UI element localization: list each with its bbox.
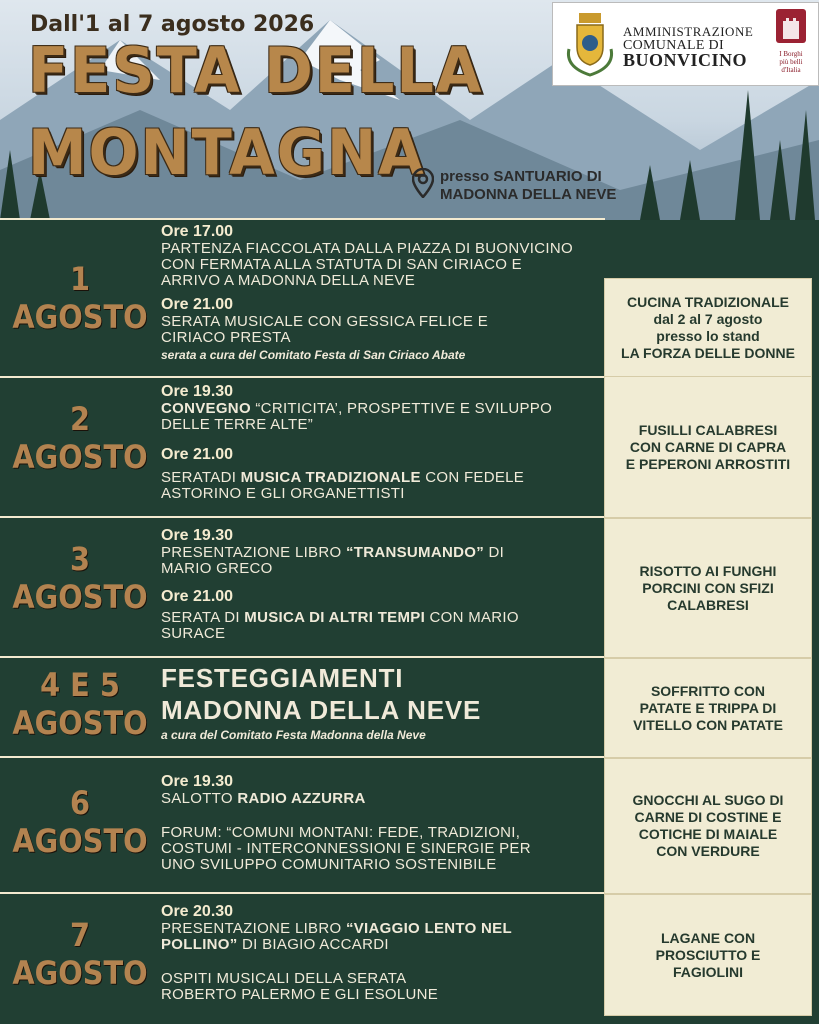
event-title-line2: MONTAGNA — [28, 116, 426, 189]
day-month: AGOSTO — [12, 298, 148, 336]
day-label — [8, 260, 152, 336]
event-title-line1: FESTA DELLA — [28, 34, 484, 107]
event-desc-line — [161, 937, 601, 953]
event-desc-text: CON FEDELE — [420, 469, 525, 486]
event-desc-line — [161, 470, 601, 486]
event-desc-line: SERATA MUSICALE CON GESSICA FELICE E — [161, 313, 488, 330]
event-desc-line: ROBERTO PALERMO E GLI ESOLUNE — [161, 986, 439, 1003]
day-number: 7 — [69, 916, 91, 954]
borghi-line1: I Borghi — [779, 50, 803, 58]
admin-line1: AMMINISTRAZIONE — [623, 24, 754, 39]
menu-card-5 — [604, 758, 812, 894]
event-desc-line: UNO SVILUPPO COMUNITARIO SOSTENIBILE — [161, 856, 497, 873]
menu-line: LA FORZA DELLE DONNE — [621, 345, 795, 361]
day-number: 4 E 5 — [40, 666, 120, 704]
borghi-logo — [773, 9, 809, 79]
day-month: AGOSTO — [12, 578, 148, 616]
menu-line: CON VERDURE — [656, 843, 760, 859]
event-time: Ore 20.30 — [161, 903, 234, 920]
day-label — [8, 916, 152, 992]
day-number: 1 — [69, 260, 91, 298]
menu-line: E PEPERONI ARROSTITI — [625, 455, 791, 472]
menu-line: PROSCIUTTO E — [655, 946, 761, 963]
menu-line: GNOCCHI AL SUGO DI — [632, 792, 784, 808]
day-row-1 — [0, 218, 605, 378]
municipality-logo — [552, 2, 819, 86]
menu-line: CALABRESI — [667, 596, 749, 613]
day-month: AGOSTO — [12, 704, 148, 742]
event-desc-text: PRESENTAZIONE LIBRO — [161, 920, 346, 937]
day-number: 3 — [69, 540, 91, 578]
day-row-2 — [0, 376, 605, 518]
day-events — [161, 902, 601, 1003]
event-desc-text: “CRITICITA’, PROSPETTIVE E SVILUPPO — [250, 400, 553, 417]
menu-line: COTICHE DI MAIALE — [638, 826, 778, 842]
event-desc-line: FORUM: “COMUNI MONTANI: FEDE, TRADIZIONI, — [161, 824, 521, 841]
menu-line: FAGIOLINI — [673, 963, 743, 980]
event-desc-line: PARTENZA FIACCOLATA DALLA PIAZZA DI BUONVICINO — [161, 240, 573, 257]
menu-line: VITELLO CON PATATE — [633, 716, 783, 733]
day-row-7 — [0, 892, 605, 1024]
event-desc-line: COSTUMI - INTERCONNESSIONI E SINERGIE PER — [161, 840, 531, 857]
coat-of-arms-icon — [561, 9, 619, 79]
event-time: Ore 17.00 — [161, 223, 234, 240]
menu-line: PATATE E TRIPPA DI — [639, 699, 777, 716]
event-highlight: POLLINO” — [161, 936, 238, 953]
day-label — [8, 784, 152, 860]
event-time: Ore 19.30 — [161, 527, 234, 544]
menu-line: CUCINA TRADIZIONALE — [626, 294, 790, 310]
event-time: Ore 19.30 — [161, 773, 234, 790]
menu-line: SOFFRITTO CON — [650, 682, 766, 699]
event-highlight: CONVEGNO — [161, 400, 251, 417]
day-month: AGOSTO — [12, 954, 148, 992]
menu-card-3 — [604, 518, 812, 658]
event-desc-line: CON FERMATA ALLA STATUTA DI SAN CIRIACO E — [161, 256, 522, 273]
day-events — [161, 526, 601, 642]
day-label — [8, 540, 152, 616]
day-row-3 — [0, 516, 605, 658]
event-desc-text: SERATA DI — [161, 609, 245, 626]
event-headline: FESTEGGIAMENTI — [161, 663, 404, 693]
event-desc-text: CON MARIO — [425, 609, 519, 626]
event-highlight: MUSICA DI ALTRI TEMPI — [244, 609, 426, 626]
day-events — [161, 382, 601, 502]
admin-line3: BUONVICINO — [623, 50, 748, 70]
event-highlight: “VIAGGIO LENTO NEL — [345, 920, 512, 937]
borghi-line3: d'Italia — [781, 66, 801, 74]
event-desc-line: SURACE — [161, 625, 226, 642]
menu-line: presso lo stand — [656, 328, 760, 344]
day-events — [161, 662, 601, 742]
menu-line: CARNE DI COSTINE E — [634, 809, 782, 825]
event-highlight: MUSICA TRADIZIONALE — [240, 469, 421, 486]
event-desc-line: DELLE TERRE ALTE” — [161, 416, 314, 433]
day-row-6 — [0, 756, 605, 894]
menu-card-2 — [604, 376, 812, 518]
event-desc-line — [161, 545, 601, 561]
event-highlight: RADIO AZZURRA — [237, 790, 366, 807]
event-desc-text: DI — [484, 544, 505, 561]
event-desc-line — [161, 401, 601, 417]
poster-header — [0, 0, 819, 220]
day-events — [161, 222, 601, 362]
event-desc-text: SERATADI — [161, 469, 241, 486]
event-time: Ore 21.00 — [161, 446, 234, 463]
event-desc-text: PRESENTAZIONE LIBRO — [161, 544, 346, 561]
day-number: 2 — [69, 400, 91, 438]
event-desc-line: OSPITI MUSICALI DELLA SERATA — [161, 970, 407, 987]
event-desc-line — [161, 610, 601, 626]
event-highlight: “TRANSUMANDO” — [345, 544, 484, 561]
menu-card-6 — [604, 894, 812, 1016]
admin-line2: COMUNALE DI — [623, 38, 724, 53]
event-desc-line — [161, 791, 601, 807]
day-number: 6 — [69, 784, 91, 822]
event-time: Ore 21.00 — [161, 588, 234, 605]
event-credit: serata a cura del Comitato Festa di San Ciriaco Abate — [161, 348, 466, 362]
day-month: AGOSTO — [12, 438, 148, 476]
event-desc-line — [161, 921, 601, 937]
location-pin-icon — [412, 168, 434, 198]
day-events — [161, 772, 601, 873]
event-desc-line: CIRIACO PRESTA — [161, 329, 291, 346]
event-desc-line: ARRIVO A MADONNA DELLA NEVE — [161, 272, 416, 289]
day-row-4-5 — [0, 656, 605, 758]
menu-line: LAGANE CON — [660, 929, 756, 946]
menu-line: FUSILLI CALABRESI — [638, 421, 778, 438]
location-line2: MADONNA DELLA NEVE — [440, 186, 617, 203]
day-label — [8, 666, 152, 742]
menu-line: dal 2 al 7 agosto — [653, 311, 763, 327]
event-desc-text: DI BIAGIO ACCARDI — [237, 936, 389, 953]
event-desc-line: ASTORINO E GLI ORGANETTISTI — [161, 485, 405, 502]
event-credit: a cura del Comitato Festa Madonna della Neve — [161, 728, 426, 742]
event-desc-text: SALOTTO — [161, 790, 238, 807]
event-headline: MADONNA DELLA NEVE — [161, 695, 482, 725]
event-time: Ore 19.30 — [161, 383, 234, 400]
menu-line: CON CARNE DI CAPRA — [629, 438, 787, 455]
event-desc-line: MARIO GRECO — [161, 560, 273, 577]
borghi-line2: più belli — [779, 58, 803, 66]
castle-icon — [776, 9, 806, 43]
day-label — [8, 400, 152, 476]
location-line1: presso SANTUARIO DI — [440, 168, 602, 185]
menu-card-1 — [604, 278, 812, 378]
day-month: AGOSTO — [12, 822, 148, 860]
event-dates: Dall'1 al 7 agosto 2026 — [30, 12, 315, 37]
menu-line: PORCINI CON SFIZI — [642, 579, 774, 596]
event-time: Ore 21.00 — [161, 296, 234, 313]
menu-line: RISOTTO AI FUNGHI — [639, 562, 777, 579]
location — [412, 168, 616, 204]
menu-card-4 — [604, 658, 812, 758]
